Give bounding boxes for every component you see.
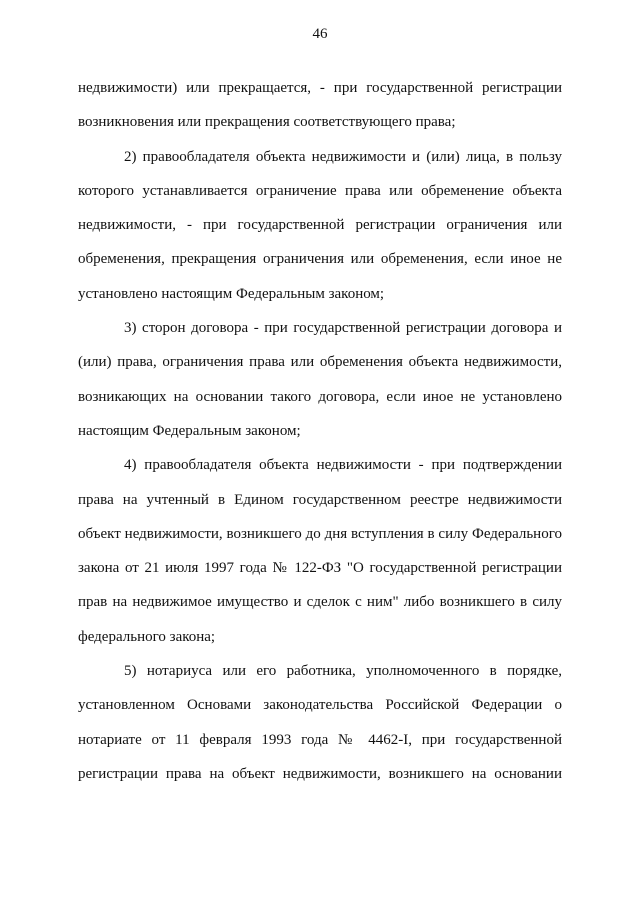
text-line: права на учтенный в Едином государственном реестре недвижимости <box>78 491 562 508</box>
text-line: обременения, прекращения ограничения или обременения, если иное не <box>78 251 562 268</box>
text-line: 5) нотариуса или его работника, уполномоченного в порядке, <box>124 663 562 680</box>
text-line: (или) права, ограничения права или обременения объекта недвижимости, <box>78 354 562 371</box>
text-line: регистрации права на объект недвижимости, возникшего на основании <box>78 765 562 782</box>
text-line: федерального закона; <box>78 628 216 645</box>
paragraph-item-3 <box>78 311 562 448</box>
page-number: 46 <box>312 26 328 42</box>
document-body <box>78 71 562 791</box>
text-line: объект недвижимости, возникшего до дня вступления в силу Федерального <box>78 525 562 542</box>
text-line: недвижимости, - при государственной регистрации ограничения или <box>78 217 562 234</box>
text-line: возникновения или прекращения соответствующего права; <box>78 114 456 131</box>
text-line: настоящим Федеральным законом; <box>78 422 301 439</box>
paragraph-continuation <box>78 71 562 140</box>
text-line: недвижимости) или прекращается, - при государственной регистрации <box>78 80 562 96</box>
text-line: установлено настоящим Федеральным законом; <box>78 285 385 302</box>
text-line: которого устанавливается ограничение права или обременение объекта <box>78 182 562 199</box>
text-line: 2) правообладателя объекта недвижимости и (или) лица, в пользу <box>124 148 562 165</box>
paragraph-item-2 <box>78 140 562 311</box>
text-line: нотариате от 11 февраля 1993 года № 4462-I, при государственной <box>78 731 562 748</box>
text-line: прав на недвижимое имущество и сделок с ним" либо возникшего в силу <box>78 594 562 611</box>
text-line: возникающих на основании такого договора, если иное не установлено <box>78 388 562 405</box>
text-line: 3) сторон договора - при государственной регистрации договора и <box>124 320 562 337</box>
text-line: закона от 21 июля 1997 года № 122-ФЗ "О государственной регистрации <box>78 560 562 577</box>
text-line: установленном Основами законодательства Российской Федерации о <box>78 697 562 714</box>
paragraph-item-4 <box>78 448 562 654</box>
text-line: 4) правообладателя объекта недвижимости - при подтверждении <box>124 457 562 474</box>
paragraph-item-5 <box>78 654 562 791</box>
